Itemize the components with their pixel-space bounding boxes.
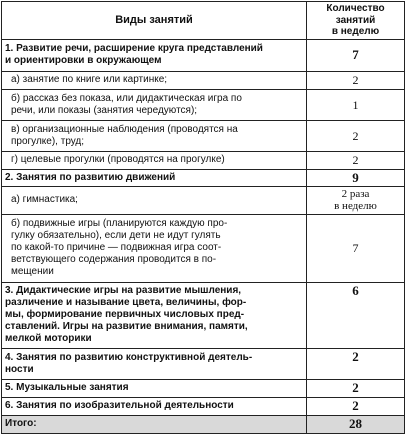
text-line: 5. Музыкальные занятия bbox=[5, 382, 129, 393]
section-row bbox=[2, 169, 405, 186]
subitem-row bbox=[2, 186, 405, 214]
total-label: Итого: bbox=[2, 415, 307, 433]
subitem-value: 2 bbox=[307, 151, 405, 169]
subitem-value: 2 bbox=[307, 120, 405, 151]
text-line: различение и называние цвета, величины, фор- bbox=[5, 297, 247, 308]
header-line: в неделю bbox=[331, 26, 380, 37]
section-title bbox=[2, 397, 307, 415]
subitem-text bbox=[2, 120, 307, 151]
header-activity-types: Виды занятий bbox=[2, 2, 307, 40]
subitem-value: 2 bbox=[307, 71, 405, 89]
subitem-text bbox=[2, 186, 307, 214]
text-line: мещении bbox=[11, 266, 54, 277]
header-line: Количество bbox=[326, 3, 385, 14]
text-line: гулку обязательно), если дети не идут гулять bbox=[11, 230, 221, 241]
text-line: г) целевые прогулки (проводятся на прогулке) bbox=[11, 154, 225, 165]
text-line: 4. Занятия по развитию конструктивной деятель- bbox=[5, 351, 253, 363]
schedule-table bbox=[1, 1, 405, 434]
subitem-text bbox=[2, 89, 307, 120]
section-row bbox=[2, 348, 405, 379]
section-row bbox=[2, 379, 405, 397]
text-line: а) занятие по книге или картинке; bbox=[11, 74, 168, 85]
text-line: ности bbox=[5, 363, 34, 375]
text-line: 1. Развитие речи, расширение круга представлений bbox=[5, 43, 263, 54]
header-sessions-per-week bbox=[307, 2, 405, 40]
total-row bbox=[2, 415, 405, 433]
section-value: 6 bbox=[307, 282, 405, 348]
subitem-text bbox=[2, 151, 307, 169]
text-line: мы, формирование первичных числовых пред- bbox=[5, 309, 245, 320]
text-line: ставлений. Игры на развитие внимания, памяти, bbox=[5, 321, 248, 332]
subitem-row bbox=[2, 151, 405, 169]
text-line: речи, или показы (занятия чередуются); bbox=[11, 104, 198, 116]
section-title bbox=[2, 348, 307, 379]
text-line: б) рассказ без показа, или дидактическая игра по bbox=[11, 92, 242, 104]
header-line: занятий bbox=[335, 14, 376, 26]
section-value: 9 bbox=[307, 169, 405, 186]
subitem-text bbox=[2, 71, 307, 89]
subitem-text bbox=[2, 214, 307, 282]
section-value: 7 bbox=[307, 39, 405, 71]
section-title bbox=[2, 39, 307, 71]
subitem-row bbox=[2, 89, 405, 120]
text-line: мелкой моторики bbox=[5, 333, 92, 344]
section-title bbox=[2, 169, 307, 186]
text-line: в) организационные наблюдения (проводятся на bbox=[11, 123, 238, 135]
subitem-row bbox=[2, 214, 405, 282]
text-line: в неделю bbox=[334, 200, 377, 212]
text-line: 3. Дидактические игры на развитие мышления, bbox=[5, 285, 242, 296]
section-title bbox=[2, 379, 307, 397]
text-line: по какой-то причине — подвижная игра соот- bbox=[11, 242, 222, 253]
subitem-value: 1 bbox=[307, 89, 405, 120]
text-line: ветствующего содержания проводится в по- bbox=[11, 254, 217, 265]
subitem-row bbox=[2, 71, 405, 89]
section-value: 2 bbox=[307, 348, 405, 379]
text-line: а) гимнастика; bbox=[11, 194, 78, 205]
section-title bbox=[2, 282, 307, 348]
subitem-row bbox=[2, 120, 405, 151]
section-value: 2 bbox=[307, 379, 405, 397]
section-row bbox=[2, 39, 405, 71]
section-row bbox=[2, 282, 405, 348]
header-row bbox=[2, 2, 405, 40]
text-line: б) подвижные игры (планируются каждую про- bbox=[11, 218, 228, 229]
section-row bbox=[2, 397, 405, 415]
subitem-value: 7 bbox=[307, 214, 405, 282]
section-value: 2 bbox=[307, 397, 405, 415]
total-value: 28 bbox=[307, 415, 405, 433]
text-line: 2. Занятия по развитию движений bbox=[5, 171, 176, 183]
text-line: и ориентировки в окружающем bbox=[5, 55, 162, 66]
text-line: 2 раза bbox=[341, 188, 370, 200]
subitem-value bbox=[307, 186, 405, 214]
text-line: 6. Занятия по изобразительной деятельности bbox=[5, 400, 234, 411]
text-line: прогулке), труд; bbox=[11, 135, 85, 147]
